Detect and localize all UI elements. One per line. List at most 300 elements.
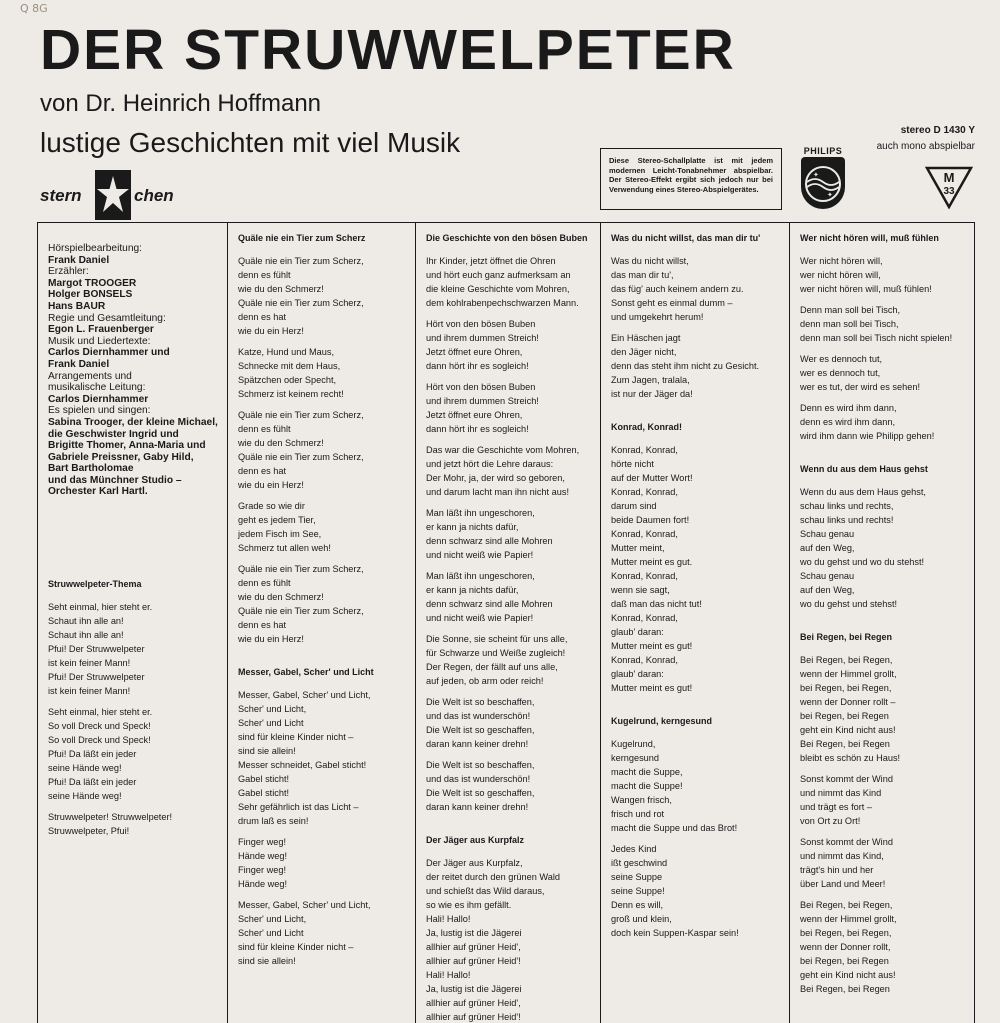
credit-name: Frank Daniel <box>48 254 110 266</box>
lyric-line: und schießt das Wild daraus, <box>426 886 545 896</box>
lyric-line: allhier auf grüner Heid'! <box>426 1012 521 1022</box>
stanza <box>238 562 407 646</box>
lyric-line: das man dir tu', <box>611 270 674 280</box>
lyric-line: jedem Fisch im See, <box>238 529 322 539</box>
lyric-line: Der Jäger aus Kurpfalz, <box>426 858 523 868</box>
stanza <box>238 345 407 401</box>
stanza <box>238 835 407 891</box>
lyric-line: seine Hände weg! <box>48 791 122 802</box>
lyric-line: Messer schneidet, Gabel sticht! <box>238 760 367 770</box>
lyric-line: Die Welt ist so beschaffen, <box>426 697 535 707</box>
lyric-line: Ihr Kinder, jetzt öffnet die Ohren <box>426 256 556 266</box>
lyric-line: auf der Mutter Wort! <box>611 473 693 483</box>
lyric-line: macht die Suppe und das Brot! <box>611 823 738 833</box>
lyric-line: denn es fühlt <box>238 270 291 280</box>
lyric-line: Mutter meint es gut. <box>611 557 693 567</box>
stanza <box>611 331 781 401</box>
credit-label: Musik und Liedertexte: <box>48 335 151 347</box>
lyric-line: Schmerz ist keinem recht! <box>238 389 344 399</box>
lyric-line: von Ort zu Ort! <box>800 816 861 826</box>
speed-badge-icon <box>924 160 974 210</box>
lyric-line: wenn der Donner rollt, <box>800 942 891 952</box>
brand-name: PHILIPS <box>803 146 843 156</box>
credit-name: Carlos Diernhammer <box>48 393 149 405</box>
stanza <box>800 254 966 296</box>
lyric-line: daß man das nicht tut! <box>611 599 702 609</box>
lyric-line: denn schwarz sind alle Mohren <box>426 599 553 609</box>
lyric-line: denn es fühlt <box>238 424 291 434</box>
lyric-line: über Land und Meer! <box>800 879 886 889</box>
lyric-line: für Schwarze und Weiße zugleich! <box>426 648 566 658</box>
lyric-line: Was du nicht willst, <box>611 256 689 266</box>
lyric-line: und jetzt hört die Lehre daraus: <box>426 459 554 469</box>
lyric-line: wo du gehst und wo du stehst! <box>800 557 925 567</box>
stanza <box>426 695 592 751</box>
lyric-line: daran kann keiner drehn! <box>426 739 529 749</box>
lyric-line: und trägt es fort – <box>800 802 873 812</box>
lyric-line: wenn der Donner rollt – <box>800 697 896 707</box>
credit-label: Hörspielbearbeitung: <box>48 243 143 254</box>
stanza <box>800 835 966 891</box>
lyric-line: Scher' und Licht, <box>238 704 307 714</box>
stanza <box>238 499 407 555</box>
stanza <box>426 380 592 436</box>
credit-name: Carlos Diernhammer und <box>48 347 170 359</box>
lyric-line: Gabel sticht! <box>238 788 290 798</box>
lyric-line: Struwwelpeter! Struwwelpeter! <box>48 812 173 823</box>
lyric-line: allhier auf grüner Heid', <box>426 942 521 952</box>
lyric-line: und ihrem dummen Streich! <box>426 396 539 406</box>
lyric-line: Pfui! Da läßt ein jeder <box>48 777 137 788</box>
lyric-line: Quäle nie ein Tier zum Scherz, <box>238 256 364 266</box>
lyric-line: und umgekehrt herum! <box>611 312 704 322</box>
lyric-line: Ein Häschen jagt <box>611 333 681 343</box>
lyric-line: Man läßt ihn ungeschoren, <box>426 508 535 518</box>
lyric-line: wer nicht hören will, <box>800 270 881 280</box>
lyric-line: Wer es dennoch tut, <box>800 354 883 364</box>
lyric-line: Gabel sticht! <box>238 774 290 784</box>
lyric-line: daran kann keiner drehn! <box>426 802 529 812</box>
song-title: Wenn du aus dem Haus gehst <box>800 464 928 474</box>
lyric-line: bei Regen, bei Regen <box>800 956 889 966</box>
lyric-line: Ja, lustig ist die Jägerei <box>426 928 522 938</box>
lyric-line: Konrad, Konrad, <box>611 655 678 665</box>
lyric-line: wie du ein Herz! <box>238 326 304 336</box>
lyric-line: wie du den Schmerz! <box>238 592 324 602</box>
lyric-line: geht ein Kind nicht aus! <box>800 970 896 980</box>
lyric-line: Konrad, Konrad, <box>611 613 678 623</box>
stanza <box>800 653 966 765</box>
stanza <box>238 898 407 968</box>
lyric-line: und darum lacht man ihn nicht aus! <box>426 487 569 497</box>
lyric-line: kerngesund <box>611 753 660 763</box>
lyric-line: auf den Weg, <box>800 585 855 595</box>
song-section <box>426 833 592 1023</box>
stanza <box>800 303 966 345</box>
lyric-line: Messer, Gabel, Scher' und Licht, <box>238 690 371 700</box>
lyric-line: seine Hände weg! <box>48 763 122 774</box>
lyric-line: Mutter meint es gut! <box>611 683 693 693</box>
lyric-line: er kann ja nichts dafür, <box>426 522 519 532</box>
lyric-line: beide Daumen fort! <box>611 515 690 525</box>
lyric-line: und nimmt das Kind, <box>800 851 884 861</box>
lyric-line: schau links und rechts! <box>800 515 894 525</box>
lyric-line: Pfui! Da läßt ein jeder <box>48 749 137 760</box>
philips-shield-icon <box>801 157 845 209</box>
lyric-line: dem kohlrabenpechschwarzen Mann. <box>426 298 579 308</box>
lyric-line: bei Regen, bei Regen, <box>800 683 892 693</box>
lyric-line: Bei Regen, bei Regen, <box>800 900 893 910</box>
lyric-line: so wie es ihm gefällt. <box>426 900 512 910</box>
credit-name: die Geschwister Ingrid und <box>48 428 179 440</box>
lyric-line: und ihrem dummen Streich! <box>426 333 539 343</box>
lyric-line: wer es tut, der wird es sehen! <box>800 382 921 392</box>
stanza <box>800 772 966 828</box>
lyric-line: Quäle nie ein Tier zum Scherz, <box>238 410 364 420</box>
lyric-line: Konrad, Konrad, <box>611 445 678 455</box>
lyric-line: So voll Dreck und Speck! <box>48 721 151 732</box>
lyric-line: Denn es wird ihm dann, <box>800 403 897 413</box>
credits-column <box>37 223 227 1023</box>
lyric-line: Scher' und Licht <box>238 928 304 938</box>
credit-label: Arrangements und <box>48 370 132 382</box>
lyric-line: Finger weg! <box>238 865 287 875</box>
stanza <box>48 705 219 803</box>
stanza <box>48 600 219 698</box>
lyric-line: Denn man soll bei Tisch, <box>800 305 901 315</box>
credit-name: Holger BONSELS <box>48 289 133 301</box>
song-title: Struwwelpeter-Thema <box>48 579 142 590</box>
lyric-line: und das ist wunderschön! <box>426 711 531 721</box>
lyric-line: Jetzt öffnet eure Ohren, <box>426 410 523 420</box>
stanza <box>426 506 592 562</box>
stanza <box>426 632 592 688</box>
stanza <box>426 856 592 1023</box>
stanza <box>800 898 966 996</box>
lyric-line: hörte nicht <box>611 459 654 469</box>
sternchen-logo <box>40 170 190 220</box>
song-title: Quäle nie ein Tier zum Scherz <box>238 233 366 243</box>
stanza <box>238 254 407 338</box>
lyric-line: seine Suppe <box>611 872 663 882</box>
lyric-line: auf den Weg, <box>800 543 855 553</box>
song-title: Bei Regen, bei Regen <box>800 632 893 642</box>
lyric-line: glaub' daran: <box>611 627 664 637</box>
lyric-line: das füg' auch keinem andern zu. <box>611 284 744 294</box>
lyric-line: bei Regen, bei Regen <box>800 711 889 721</box>
credit-name: Sabina Trooger, der kleine Michael, <box>48 416 218 428</box>
lyric-line: wo du gehst und stehst! <box>800 599 898 609</box>
lyric-line: darum sind <box>611 501 657 511</box>
lyrics-column-4 <box>600 223 789 1023</box>
svg-text:✦: ✦ <box>827 191 833 199</box>
stanza <box>800 485 966 611</box>
margin-note: Q 8G <box>20 2 48 15</box>
lyric-line: Man läßt ihn ungeschoren, <box>426 571 535 581</box>
mono-note: auch mono abspielbar <box>876 141 975 152</box>
lyric-line: Konrad, Konrad, <box>611 571 678 581</box>
song-title: Kugelrund, kerngesund <box>611 716 713 726</box>
lyric-line: Schaut ihn alle an! <box>48 630 124 641</box>
song-section <box>611 714 781 940</box>
lyric-line: macht die Suppe! <box>611 781 683 791</box>
album-author: von Dr. Heinrich Hoffmann <box>40 90 322 117</box>
catalog-number: stereo D 1430 Y <box>900 125 975 136</box>
svg-text:✦: ✦ <box>813 171 819 179</box>
lyric-line: glaub' daran: <box>611 669 664 679</box>
lyric-line: Scher' und Licht <box>238 718 304 728</box>
credit-label: musikalische Leitung: <box>48 382 146 394</box>
lyric-line: und das ist wunderschön! <box>426 774 531 784</box>
lyric-line: groß und klein, <box>611 914 672 924</box>
lyric-line: denn das steht ihm nicht zu Gesicht. <box>611 361 760 371</box>
lyric-line: wer es dennoch tut, <box>800 368 881 378</box>
lyric-line: Ja, lustig ist die Jägerei <box>426 984 522 994</box>
lyric-line: denn es hat <box>238 312 287 322</box>
lyric-line: auf jeden, ob arm oder reich! <box>426 676 544 686</box>
credit-name: Gabriele Preissner, Gaby Hild, <box>48 451 194 463</box>
lyric-line: drum laß es sein! <box>238 816 309 826</box>
credit-name: Orchester Karl Hartl. <box>48 486 148 498</box>
credit-name: Hans BAUR <box>48 300 106 312</box>
lyric-line: Sonst geht es einmal dumm – <box>611 298 733 308</box>
lyric-line: der reitet durch den grünen Wald <box>426 872 560 882</box>
lyric-line: und hört euch ganz aufmerksam an <box>426 270 571 280</box>
lyric-line: denn schwarz sind alle Mohren <box>426 536 553 546</box>
lyric-line: Struwwelpeter, Pfui! <box>48 826 130 837</box>
lyric-line: denn es wird ihm dann, <box>800 417 895 427</box>
lyric-line: wie du den Schmerz! <box>238 284 324 294</box>
stanza <box>426 569 592 625</box>
lyric-line: Wer nicht hören will, <box>800 256 883 266</box>
stanza <box>611 737 781 835</box>
lyric-line: frisch und rot <box>611 809 665 819</box>
lyric-line: Quäle nie ein Tier zum Scherz, <box>238 298 364 308</box>
lyric-line: Bei Regen, bei Regen <box>800 984 890 994</box>
lyric-line: allhier auf grüner Heid', <box>426 998 521 1008</box>
lyric-line: sind für kleine Kinder nicht – <box>238 942 354 952</box>
lyric-line: Seht einmal, hier steht er. <box>48 707 153 718</box>
lyric-line: Messer, Gabel, Scher' und Licht, <box>238 900 371 910</box>
lyric-line: Wenn du aus dem Haus gehst, <box>800 487 926 497</box>
stanza <box>238 408 407 492</box>
lyric-line: Jetzt öffnet eure Ohren, <box>426 347 523 357</box>
lyric-line: Quäle nie ein Tier zum Scherz, <box>238 452 364 462</box>
lyric-line: Hali! Hallo! <box>426 914 471 924</box>
lyric-line: er kann ja nichts dafür, <box>426 585 519 595</box>
lyric-line: Wangen frisch, <box>611 795 672 805</box>
lyric-line: Zum Jagen, tralala, <box>611 375 690 385</box>
lyrics-column-3 <box>415 223 600 1023</box>
lyric-line: ist kein feiner Mann! <box>48 686 131 697</box>
credits-spacer <box>48 498 219 558</box>
stanza <box>611 443 781 695</box>
lyric-line: macht die Suppe, <box>611 767 683 777</box>
lyric-line: Denn es will, <box>611 900 664 910</box>
lyric-line: dann hört ihr es sogleich! <box>426 361 529 371</box>
credits-block <box>48 231 219 498</box>
credit-label: Erzähler: <box>48 266 89 278</box>
stanza <box>611 842 781 940</box>
lyric-line: Quäle nie ein Tier zum Scherz, <box>238 564 364 574</box>
song-title: Wer nicht hören will, muß fühlen <box>800 233 939 243</box>
credit-name: Bart Bartholomae <box>48 463 134 475</box>
lyric-line: denn es fühlt <box>238 578 291 588</box>
album-title: DER STRUWWELPETER <box>40 18 736 82</box>
lyric-line: Spätzchen oder Specht, <box>238 375 337 385</box>
lyrics-column-5 <box>789 223 975 1023</box>
lyric-line: Hände weg! <box>238 851 288 861</box>
lyric-line: wer nicht hören will, muß fühlen! <box>800 284 932 294</box>
stanza <box>48 810 219 838</box>
lyric-line: Sonst kommt der Wind <box>800 774 893 784</box>
lyric-line: ißt geschwind <box>611 858 668 868</box>
lyric-line: sind für kleine Kinder nicht – <box>238 732 354 742</box>
lyric-line: schau links und rechts, <box>800 501 894 511</box>
lyric-line: Schmerz tut allen weh! <box>238 543 331 553</box>
lyric-line: Kugelrund, <box>611 739 656 749</box>
lyric-line: wenn sie sagt, <box>611 585 670 595</box>
lyric-line: geht es jedem Tier, <box>238 515 316 525</box>
lyric-line: Der Regen, der fällt auf uns alle, <box>426 662 558 672</box>
lyric-line: Finger weg! <box>238 837 287 847</box>
lyric-line: denn man soll bei Tisch nicht spielen! <box>800 333 953 343</box>
song-title: Die Geschichte von den bösen Buben <box>426 233 588 243</box>
lyric-line: Konrad, Konrad, <box>611 529 678 539</box>
song-title: Konrad, Konrad! <box>611 422 682 432</box>
song-section <box>238 665 407 968</box>
lyric-line: bei Regen, bei Regen, <box>800 928 892 938</box>
lyric-line: wie du ein Herz! <box>238 634 304 644</box>
lyric-line: Mutter meint es gut! <box>611 641 693 651</box>
song-section <box>800 231 966 443</box>
lyric-line: denn man soll bei Tisch, <box>800 319 899 329</box>
lyric-line: Pfui! Der Struwwelpeter <box>48 672 145 683</box>
stanza <box>426 254 592 310</box>
stanza <box>238 688 407 828</box>
song-title: Der Jäger aus Kurpfalz <box>426 835 525 845</box>
lyric-line: ist kein feiner Mann! <box>48 658 131 669</box>
lyric-line: bleibt es schön zu Haus! <box>800 753 901 763</box>
lyric-line: Seht einmal, hier steht er. <box>48 602 153 613</box>
lyric-line: Mutter meint, <box>611 543 665 553</box>
song-section <box>238 231 407 646</box>
lyric-line: und nimmt das Kind <box>800 788 882 798</box>
song-section <box>48 577 219 838</box>
lyric-line: sind sie allein! <box>238 956 296 966</box>
lyric-line: trägt's hin und her <box>800 865 874 875</box>
song-title: Messer, Gabel, Scher' und Licht <box>238 667 374 677</box>
lyric-line: die kleine Geschichte vom Mohren, <box>426 284 570 294</box>
philips-logo <box>800 146 846 210</box>
lyric-line: sind sie allein! <box>238 746 296 756</box>
lyric-line: wenn der Himmel grollt, <box>800 669 897 679</box>
lyric-line: und nicht weiß wie Papier! <box>426 613 534 623</box>
lyric-line: Quäle nie ein Tier zum Scherz, <box>238 606 364 616</box>
lyric-line: Grade so wie dir <box>238 501 305 511</box>
credit-name: Brigitte Thomer, Anna-Maria und <box>48 440 206 452</box>
logo-text-chen: chen <box>134 186 174 205</box>
lyric-line: So voll Dreck und Speck! <box>48 735 151 746</box>
lyric-line: Die Sonne, sie scheint für uns alle, <box>426 634 568 644</box>
lyric-line: Bei Regen, bei Regen <box>800 739 890 749</box>
lyric-line: wenn der Himmel grollt, <box>800 914 897 924</box>
credit-label: Regie und Gesamtleitung: <box>48 312 166 324</box>
lyric-line: Schau genau <box>800 529 855 539</box>
stanza <box>800 352 966 394</box>
credit-name: Margot TROOGER <box>48 277 137 289</box>
credit-name: Egon L. Frauenberger <box>48 324 154 336</box>
star-icon <box>95 170 131 220</box>
lyric-line: Katze, Hund und Maus, <box>238 347 335 357</box>
lyric-line: Scher' und Licht, <box>238 914 307 924</box>
stanza <box>426 758 592 814</box>
lyric-line: Konrad, Konrad, <box>611 487 678 497</box>
badge-number: 33 <box>943 186 955 197</box>
lyric-line: Schaut ihn alle an! <box>48 616 124 627</box>
lyric-line: Das war die Geschichte vom Mohren, <box>426 445 580 455</box>
stanza <box>426 443 592 499</box>
lyric-line: denn es hat <box>238 620 287 630</box>
lyric-line: Sonst kommt der Wind <box>800 837 893 847</box>
lyric-line: Hände weg! <box>238 879 288 889</box>
lyrics-grid <box>37 222 975 1023</box>
lyric-line: Die Welt ist so beschaffen, <box>426 760 535 770</box>
badge-letter: M <box>943 170 955 185</box>
lyric-line: Bei Regen, bei Regen, <box>800 655 893 665</box>
lyric-line: dann hört ihr es sogleich! <box>426 424 529 434</box>
stanza <box>800 401 966 443</box>
lyric-line: Schnecke mit dem Haus, <box>238 361 341 371</box>
stanza <box>426 317 592 373</box>
lyric-line: Schau genau <box>800 571 855 581</box>
lyric-line: Hali! Hallo! <box>426 970 471 980</box>
stanza <box>611 254 781 324</box>
song-section <box>611 231 781 401</box>
song-section <box>611 420 781 695</box>
lyric-line: geht ein Kind nicht aus! <box>800 725 896 735</box>
lyric-line: Die Welt ist so geschaffen, <box>426 725 535 735</box>
lyric-line: und nicht weiß wie Papier! <box>426 550 534 560</box>
lyric-line: ist nur der Jäger da! <box>611 389 693 399</box>
logo-text-stern: stern <box>40 186 82 205</box>
lyric-line: wie du ein Herz! <box>238 480 304 490</box>
lyric-line: seine Suppe! <box>611 886 665 896</box>
lyric-line: wird ihm dann wie Philipp gehen! <box>800 431 935 441</box>
song-section <box>426 231 592 814</box>
lyric-line: Hört von den bösen Buben <box>426 382 536 392</box>
lyric-line: wie du den Schmerz! <box>238 438 324 448</box>
lyric-line: Sehr gefährlich ist das Licht – <box>238 802 359 812</box>
album-subtitle: lustige Geschichten mit viel Musik <box>40 127 461 158</box>
lyric-line: allhier auf grüner Heid'! <box>426 956 521 966</box>
lyrics-column-2 <box>227 223 415 1023</box>
song-title: Was du nicht willst, das man dir tu' <box>611 233 761 243</box>
lyric-line: Pfui! Der Struwwelpeter <box>48 644 145 655</box>
lyric-line: Jedes Kind <box>611 844 657 854</box>
lyric-line: Der Mohr, ja, der wird so geboren, <box>426 473 565 483</box>
lyric-line: Hört von den bösen Buben <box>426 319 536 329</box>
lyric-line: denn es hat <box>238 466 287 476</box>
song-section <box>800 462 966 611</box>
credit-name: und das Münchner Studio – <box>48 474 182 486</box>
stereo-notice: Diese Stereo-Schallplatte ist mit jedem modernen Leicht-Tonabnehmer abspielbar. Der Stereo-Effekt ergibt sich jedoch nur bei Verwendung eines Stereo-Abspielgerätes. <box>600 148 782 210</box>
lyric-line: Die Welt ist so geschaffen, <box>426 788 535 798</box>
lyric-line: den Jäger nicht, <box>611 347 677 357</box>
credit-label: Es spielen und singen: <box>48 405 151 417</box>
lyric-line: doch kein Suppen-Kaspar sein! <box>611 928 739 938</box>
song-section <box>800 630 966 996</box>
